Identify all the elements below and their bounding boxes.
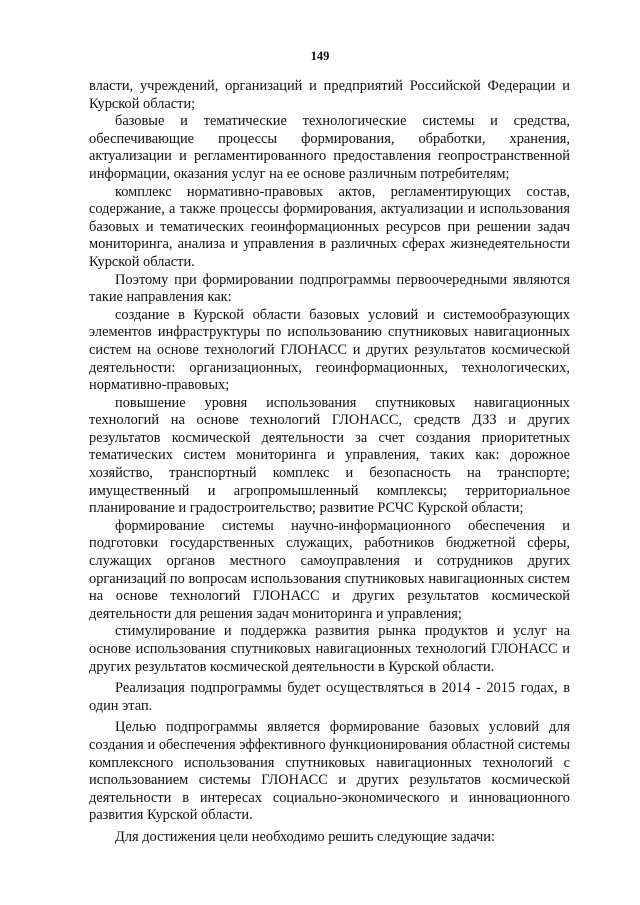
- paragraph-2: базовые и тематические технологические системы и средства, обеспечивающие процессы формирования, обработки, хранения, актуализации и регламентированного предоставления геопространственной информации, оказания услуг на ее основе различным потребителям;: [89, 113, 570, 182]
- paragraph-4: Поэтому при формировании подпрограммы первоочередными являются такие направления как:: [89, 271, 570, 306]
- document-body: [89, 78, 570, 847]
- paragraph-3: комплекс нормативно-правовых актов, регламентирующих состав, содержание, а также процессы формирования, актуализации и использования базовых и тематических геоинформационных ресурсов при решении задач мониторинга, анализа и управления в различных сферах жизнедеятельности Курской области.: [89, 183, 570, 270]
- paragraph-8: стимулирование и поддержка развития рынка продуктов и услуг на основе использования спутниковых навигационных технологий ГЛОНАСС и других результатов космической деятельности в Курской области.: [89, 623, 570, 675]
- paragraph-9: Реализация подпрограммы будет осуществляться в 2014 - 2015 годах, в один этап.: [89, 680, 570, 714]
- paragraph-1: власти, учреждений, организаций и предприятий Российской Федерации и Курской области;: [89, 78, 570, 112]
- paragraph-10: Целью подпрограммы является формирование базовых условий для создания и обеспечения эффективного функционирования областной системы комплексного использования спутниковых навигационных технологий с использованием системы ГЛОНАСС и других результатов космической деятельности в интересах социально-экономического и инновационного развития Курской области.: [89, 719, 570, 824]
- paragraph-11: Для достижения цели необходимо решить следующие задачи:: [115, 828, 495, 845]
- paragraph-7: формирование системы научно-информационного обеспечения и подготовки государственных служащих, работников бюджетной сферы, служащих органов местного самоуправления и сотрудников других организаций по вопросам использования спутниковых навигационных систем на основе технологий ГЛОНАСС и других результатов космической деятельности для решения задач мониторинга и управления;: [89, 517, 570, 622]
- paragraph-5: создание в Курской области базовых условий и системообразующих элементов инфраструктуры по использованию спутниковых навигационных систем на основе технологий ГЛОНАСС и других результатов космической деятельности: организационных, геоинформационных, технологических, нормативно-правовых;: [89, 306, 570, 394]
- paragraph-6: повышение уровня использования спутниковых навигационных технологий на основе технологий ГЛОНАСС, средств ДЗЗ и других результатов космической деятельности за счет создания приоритетных тематических систем мониторинга и управления, таких как: дорожное хозяйство, транспортный комплекс и безопасность на транспорте; имущественный и агропромышленный комплексы; территориальное планирование и градостроительство; развитие РСЧС Курской области;: [89, 394, 570, 517]
- page-number: 149: [310, 49, 330, 63]
